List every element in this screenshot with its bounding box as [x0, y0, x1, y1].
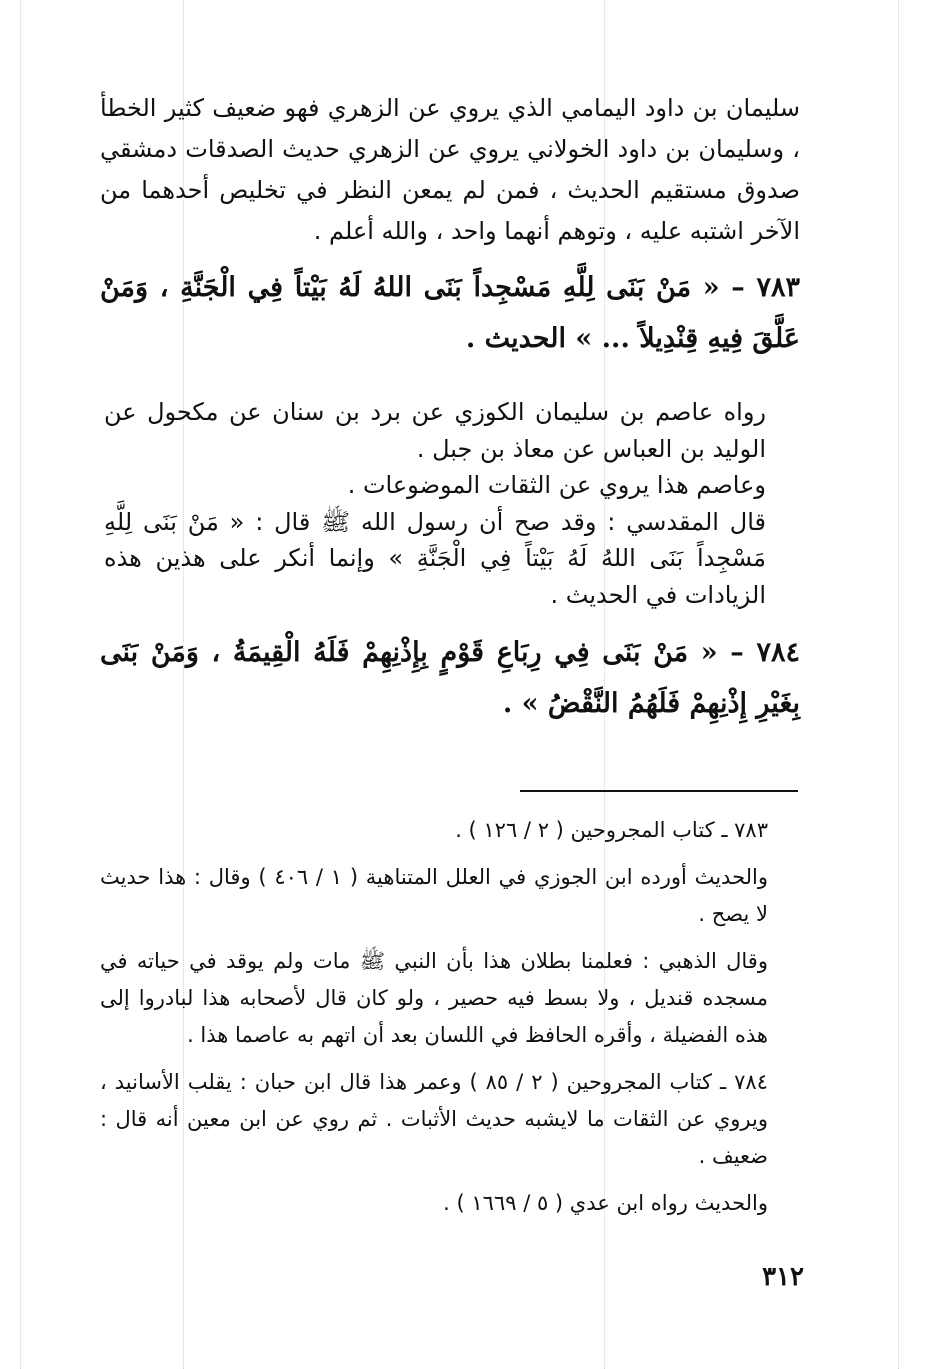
main-text [100, 88, 800, 729]
page-number: ٣١٢ [762, 1262, 804, 1292]
footnote-783-ibn-jawzi: والحديث أورده ابن الجوزي في العلل المتناهية ( ١ / ٤٠٦ ) وقال : هذا حديث لا يصح . [100, 865, 768, 926]
hadith-783 [100, 262, 800, 364]
footnote-783-source: ٧٨٣ ـ كتاب المجروحين ( ٢ / ١٢٦ ) . [455, 818, 768, 842]
commentary-783 [100, 394, 800, 613]
footnote-separator [520, 790, 798, 792]
footnote-784-source: ٧٨٤ ـ كتاب المجروحين ( ٢ / ٨٥ ) وعمر هذا قال ابن حبان : يقلب الأسانيد ، ويروي عن الثقات ما لايشبه حديث الأثبات . ثم روي عن ابن معين أنه قال : ضعيف . [100, 1070, 768, 1168]
hadith-784 [100, 627, 800, 729]
hadith-text: – « مَنْ بَنَى لِلَّهِ مَسْجِداً بَنَى اللهُ لَهُ بَيْتاً فِي الْجَنَّةِ ، وَمَنْ عَلَّقَ فِيهِ قِنْدِيلاً ... » الحديث . [100, 272, 800, 354]
scan-guide-line [20, 0, 21, 1369]
footnote-784-ibn-adi: والحديث رواه ابن عدي ( ٥ / ١٦٦٩ ) . [443, 1191, 768, 1215]
hadith-number: ٧٨٣ [756, 272, 800, 303]
commentary-line: رواه عاصم بن سليمان الكوزي عن برد بن سنان عن مكحول عن الوليد بن العباس عن معاذ بن جبل . [104, 398, 766, 463]
hadith-text: – « مَنْ بَنَى فِي رِبَاعِ قَوْمٍ بِإِذْنِهِمْ فَلَهُ الْقِيمَةُ ، وَمَنْ بَنَى بِغَيْرِ إِذْنِهِمْ فَلَهُمُ النَّقْضُ » . [100, 637, 800, 719]
commentary-line: قال المقدسي : وقد صح أن رسول الله ﷺ قال : « مَنْ بَنَى لِلَّهِ مَسْجِداً بَنَى اللهُ لَهُ بَيْتاً فِي الْجَنَّةِ » وإنما أنكر على هذين هذه الزيادات في الحديث . [104, 507, 766, 609]
footnotes [100, 812, 802, 1232]
commentary-line: وعاصم هذا يروي عن الثقات الموضوعات . [347, 471, 766, 499]
paragraph-1: سليمان بن داود اليمامي الذي يروي عن الزهري فهو ضعيف كثير الخطأ ، وسليمان بن داود الخولاني يروي عن الزهري حديث الصدقات دمشقي صدوق مستقيم الحديث ، فمن لم يمعن النظر في تخليص أحدهما من الآخر اشتبه عليه ، وتوهم أنهما واحد ، والله أعلم . [100, 94, 800, 245]
scan-guide-line [898, 0, 899, 1369]
hadith-number: ٧٨٤ [756, 637, 800, 668]
footnote-783-dhahabi: وقال الذهبي : فعلمنا بطلان هذا بأن النبي ﷺ مات ولم يوقد في حياته في مسجده قنديل ، ولا بسط فيه حصير ، ولو كان قال لأصحابه هذا لبادروا إلى هذه الفضيلة ، وأقره الحافظ في اللسان بعد أن اتهم به عاصما هذا . [100, 949, 768, 1047]
